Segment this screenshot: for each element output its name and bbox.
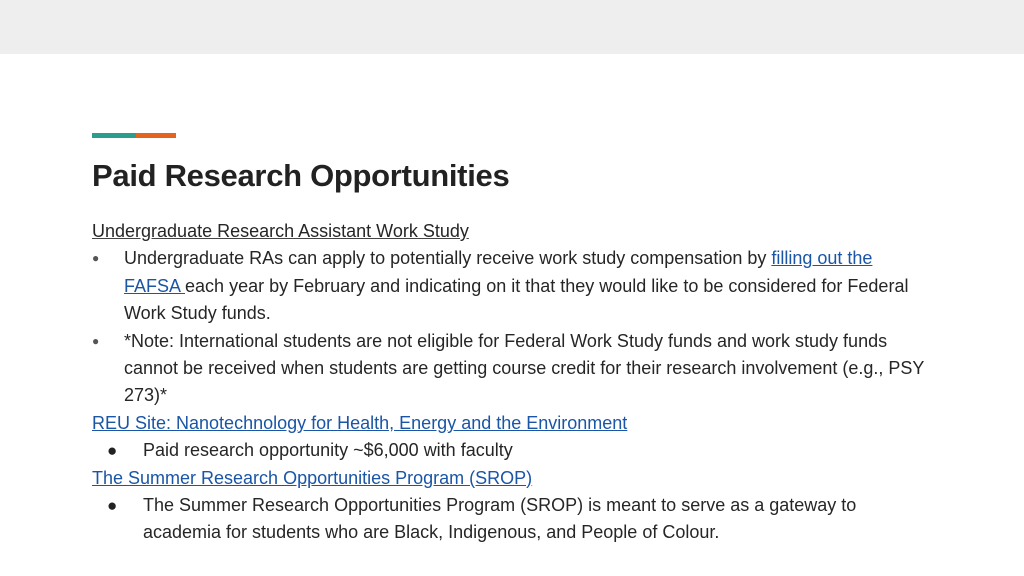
accent-bar-orange [136,133,176,138]
srop-link[interactable]: The Summer Research Opportunities Program (SROP) [92,467,533,488]
top-band [0,0,1024,54]
reu-bullets [92,437,932,464]
bullet-icon: ● [107,441,118,461]
list-item [92,437,932,464]
bullet-text: Undergraduate RAs can apply to potentially receive work study compensation by [124,248,772,269]
accent-bar [92,133,176,138]
srop-bullets [92,492,932,547]
list-item [92,245,932,327]
reu-site-link[interactable]: REU Site: Nanotechnology for Health, Energy and the Environment [92,412,628,433]
accent-bar-teal [92,133,136,138]
bullet-text-line-1: The Summer Research Opportunities Program (SROP) is meant to serve as a gateway to [143,495,857,516]
slide-body [92,218,932,547]
bullet-text-line-2: academia for students who are Black, Indigenous, and People of Colour. [143,522,720,543]
fafsa-link[interactable]: filling out the FAFSA [124,248,873,296]
slide-title: Paid Research Opportunities [92,158,510,193]
bullet-text: *Note: International students are not eligible for Federal Work Study funds and work study funds cannot be received when students are getting course credit for their research involvement (e.g., PSY 273)* [124,330,925,406]
section-heading-srop [92,465,932,492]
bullet-icon: ● [107,496,118,516]
work-study-bullets [92,245,932,409]
bullet-text: Paid research opportunity ~$6,000 with faculty [143,440,513,461]
list-item [92,492,932,547]
section-heading-reu [92,410,932,437]
section-heading-work-study-text: Undergraduate Research Assistant Work Study [92,221,469,241]
bullet-text: each year by February and indicating on it that they would like to be considered for Federal Work Study funds. [124,275,909,324]
bullet-icon: ● [92,333,100,348]
bullet-icon: ● [92,251,100,266]
section-heading-work-study [92,218,932,245]
list-item [92,328,932,410]
